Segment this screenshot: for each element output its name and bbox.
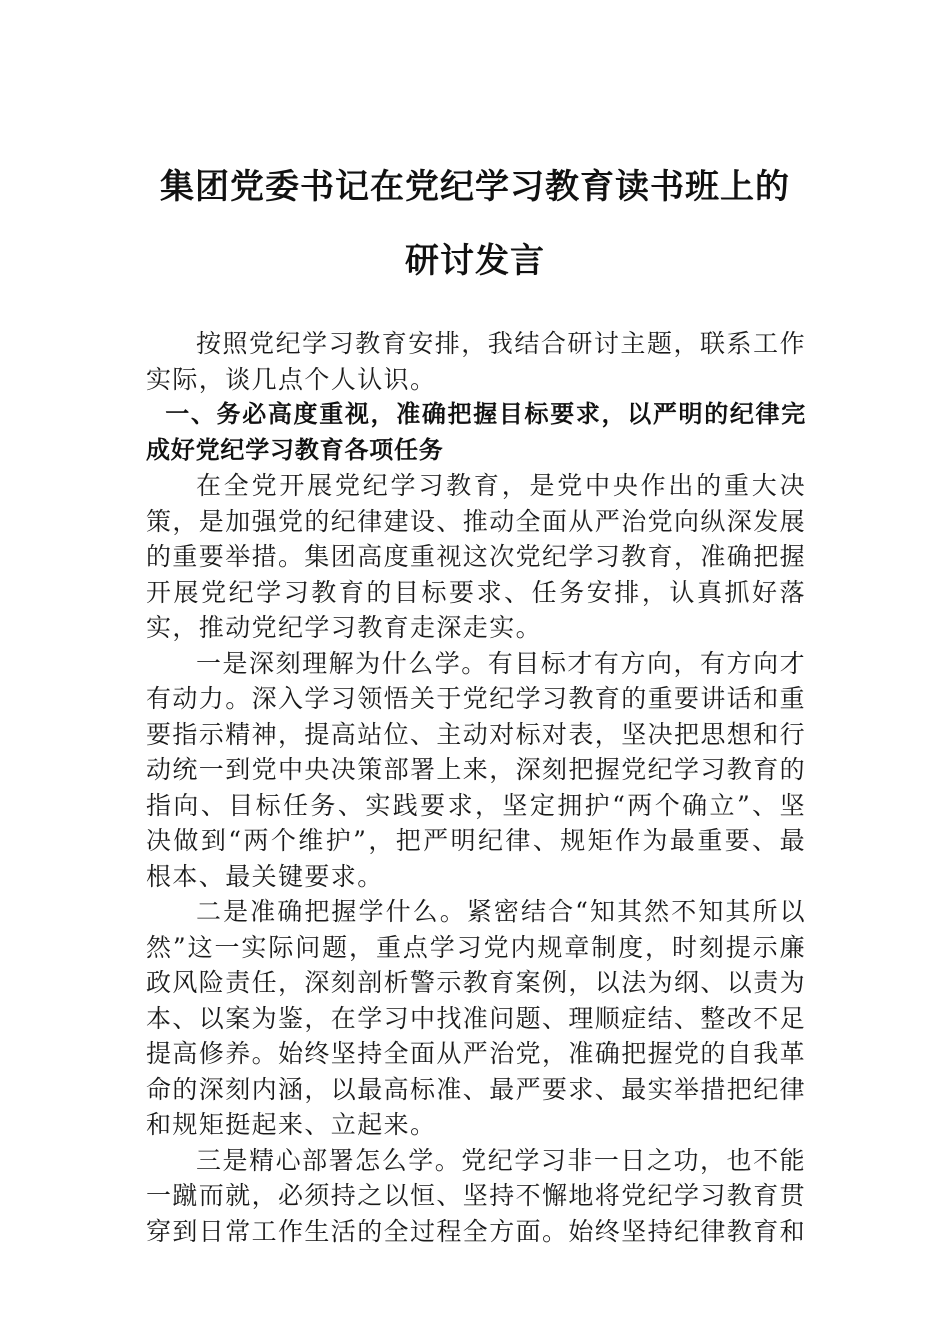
document-body: [146, 326, 806, 1249]
title-line-1: 集团党委书记在党纪学习教育读书班上的: [160, 167, 790, 207]
title-line-2: 研讨发言: [405, 241, 545, 281]
body-paragraph: 在全党开展党纪学习教育，是党中央作出的重大决策，是加强党的纪律建设、推动全面从严治党向纵深发展的重要举措。集团高度重视这次党纪学习教育，准确把握开展党纪学习教育的目标要求、任务安排，认真抓好落实，推动党纪学习教育走深走实。: [146, 471, 807, 642]
body-paragraph: 二是准确把握学什么。紧密结合“知其然不知其所以然”这一实际问题，重点学习党内规章制度，时刻提示廉政风险责任，深刻剖析警示教育案例，以法为纲、以责为本、以案为鉴，在学习中找准问题、理顺症结、整改不足提高修养。始终坚持全面从严治党，准确把握党的自我革命的深刻内涵，以最高标准、最严要求、最实举措把纪律和规矩挺起来、立起来。: [146, 897, 807, 1139]
body-paragraph: 一是深刻理解为什么学。有目标才有方向，有方向才有动力。深入学习领悟关于党纪学习教育的重要讲话和重要指示精神，提高站位、主动对标对表，坚决把思想和行动统一到党中央决策部署上来，深刻把握党纪学习教育的指向、目标任务、实践要求，坚定拥护“两个确立”、坚决做到“两个维护”，把严明纪律、规矩作为最重要、最根本、最关键要求。: [146, 648, 807, 891]
intro-paragraph: 按照党纪学习教育安排，我结合研讨主题，联系工作实际，谈几点个人认识。: [146, 329, 806, 394]
section-heading-1: 一、务必高度重视，准确把握目标要求，以严明的纪律完成好党纪学习教育各项任务: [146, 400, 806, 464]
document-title: [0, 150, 950, 298]
body-paragraph: 三是精心部署怎么学。党纪学习非一日之功，也不能一蹴而就，必须持之以恒、坚持不懈地将党纪学习教育贯穿到日常工作生活的全过程全方面。始终坚持纪律教育和: [146, 1145, 807, 1246]
